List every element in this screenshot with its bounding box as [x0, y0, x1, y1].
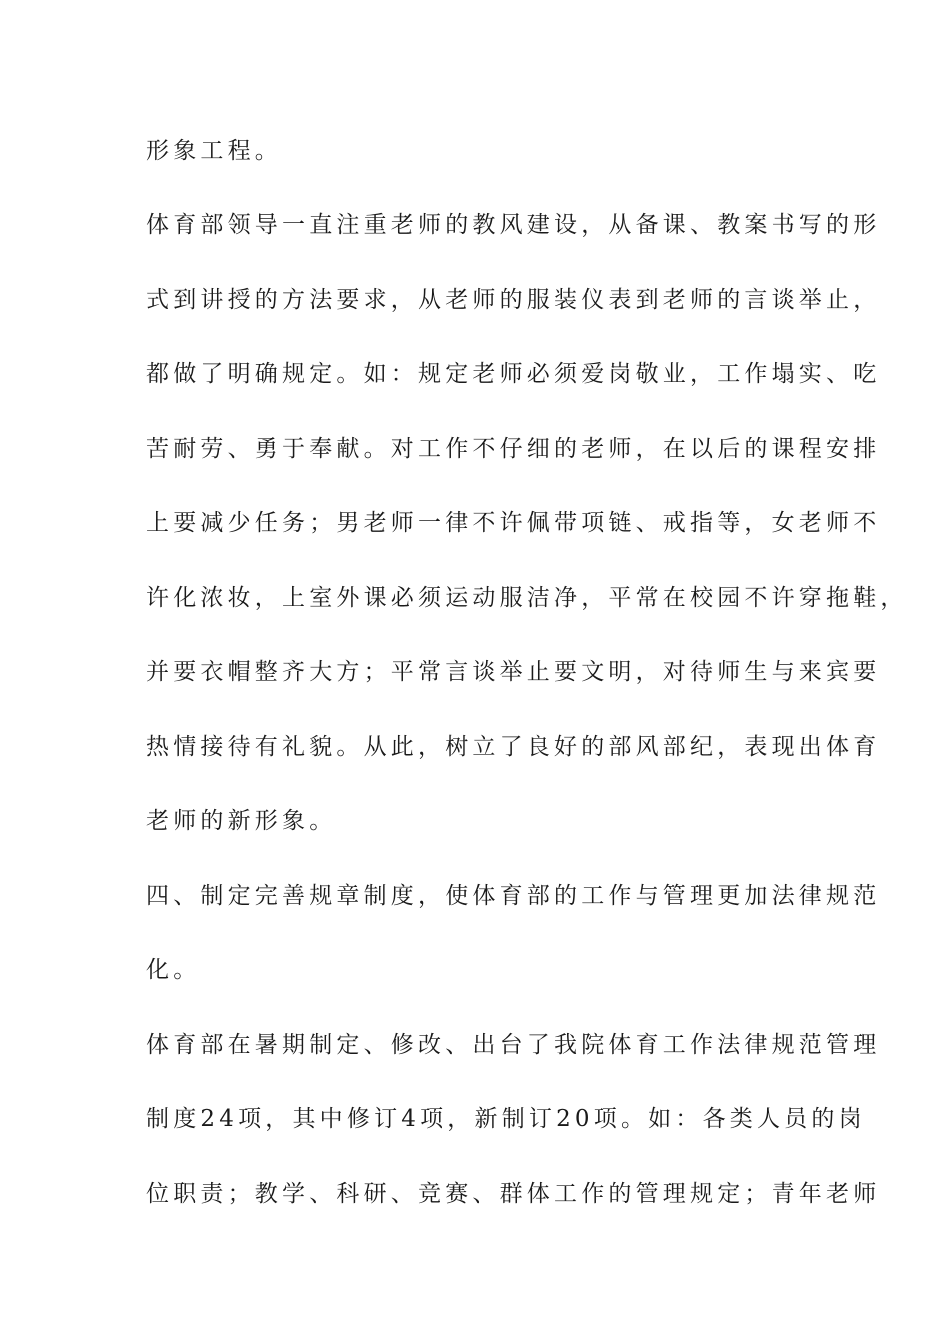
text-line: 苦耐劳、勇于奉献。对工作不仔细的老师，在以后的课程安排 [146, 436, 881, 462]
text-line: 体育部领导一直注重老师的教风建设，从备课、教案书写的形 [146, 212, 881, 238]
text-line: 形象工程。 [146, 138, 282, 164]
text-line: 老师的新形象。 [146, 808, 337, 834]
section-heading: 四、制定完善规章制度，使体育部的工作与管理更加法律规范 [146, 883, 881, 909]
text-line: 制度24项，其中修订4项，新制订20项。如：各类人员的岗 [146, 1106, 866, 1132]
text-line: 上要减少任务；男老师一律不许佩带项链、戒指等，女老师不 [146, 510, 881, 536]
section-heading-continuation: 化。 [146, 957, 201, 983]
text-line: 许化浓妆，上室外课必须运动服洁净，平常在校园不许穿拖鞋， [146, 585, 908, 611]
text-line: 热情接待有礼貌。从此，树立了良好的部风部纪，表现出体育 [146, 734, 881, 760]
text-line: 位职责；教学、科研、竞赛、群体工作的管理规定；青年老师 [146, 1181, 881, 1207]
text-line: 体育部在暑期制定、修改、出台了我院体育工作法律规范管理 [146, 1032, 881, 1058]
text-line: 都做了明确规定。如：规定老师必须爱岗敬业，工作塌实、吃 [146, 361, 881, 387]
text-line: 式到讲授的方法要求，从老师的服装仪表到老师的言谈举止， [146, 287, 881, 313]
text-line: 并要衣帽整齐大方；平常言谈举止要文明，对待师生与来宾要 [146, 659, 881, 685]
